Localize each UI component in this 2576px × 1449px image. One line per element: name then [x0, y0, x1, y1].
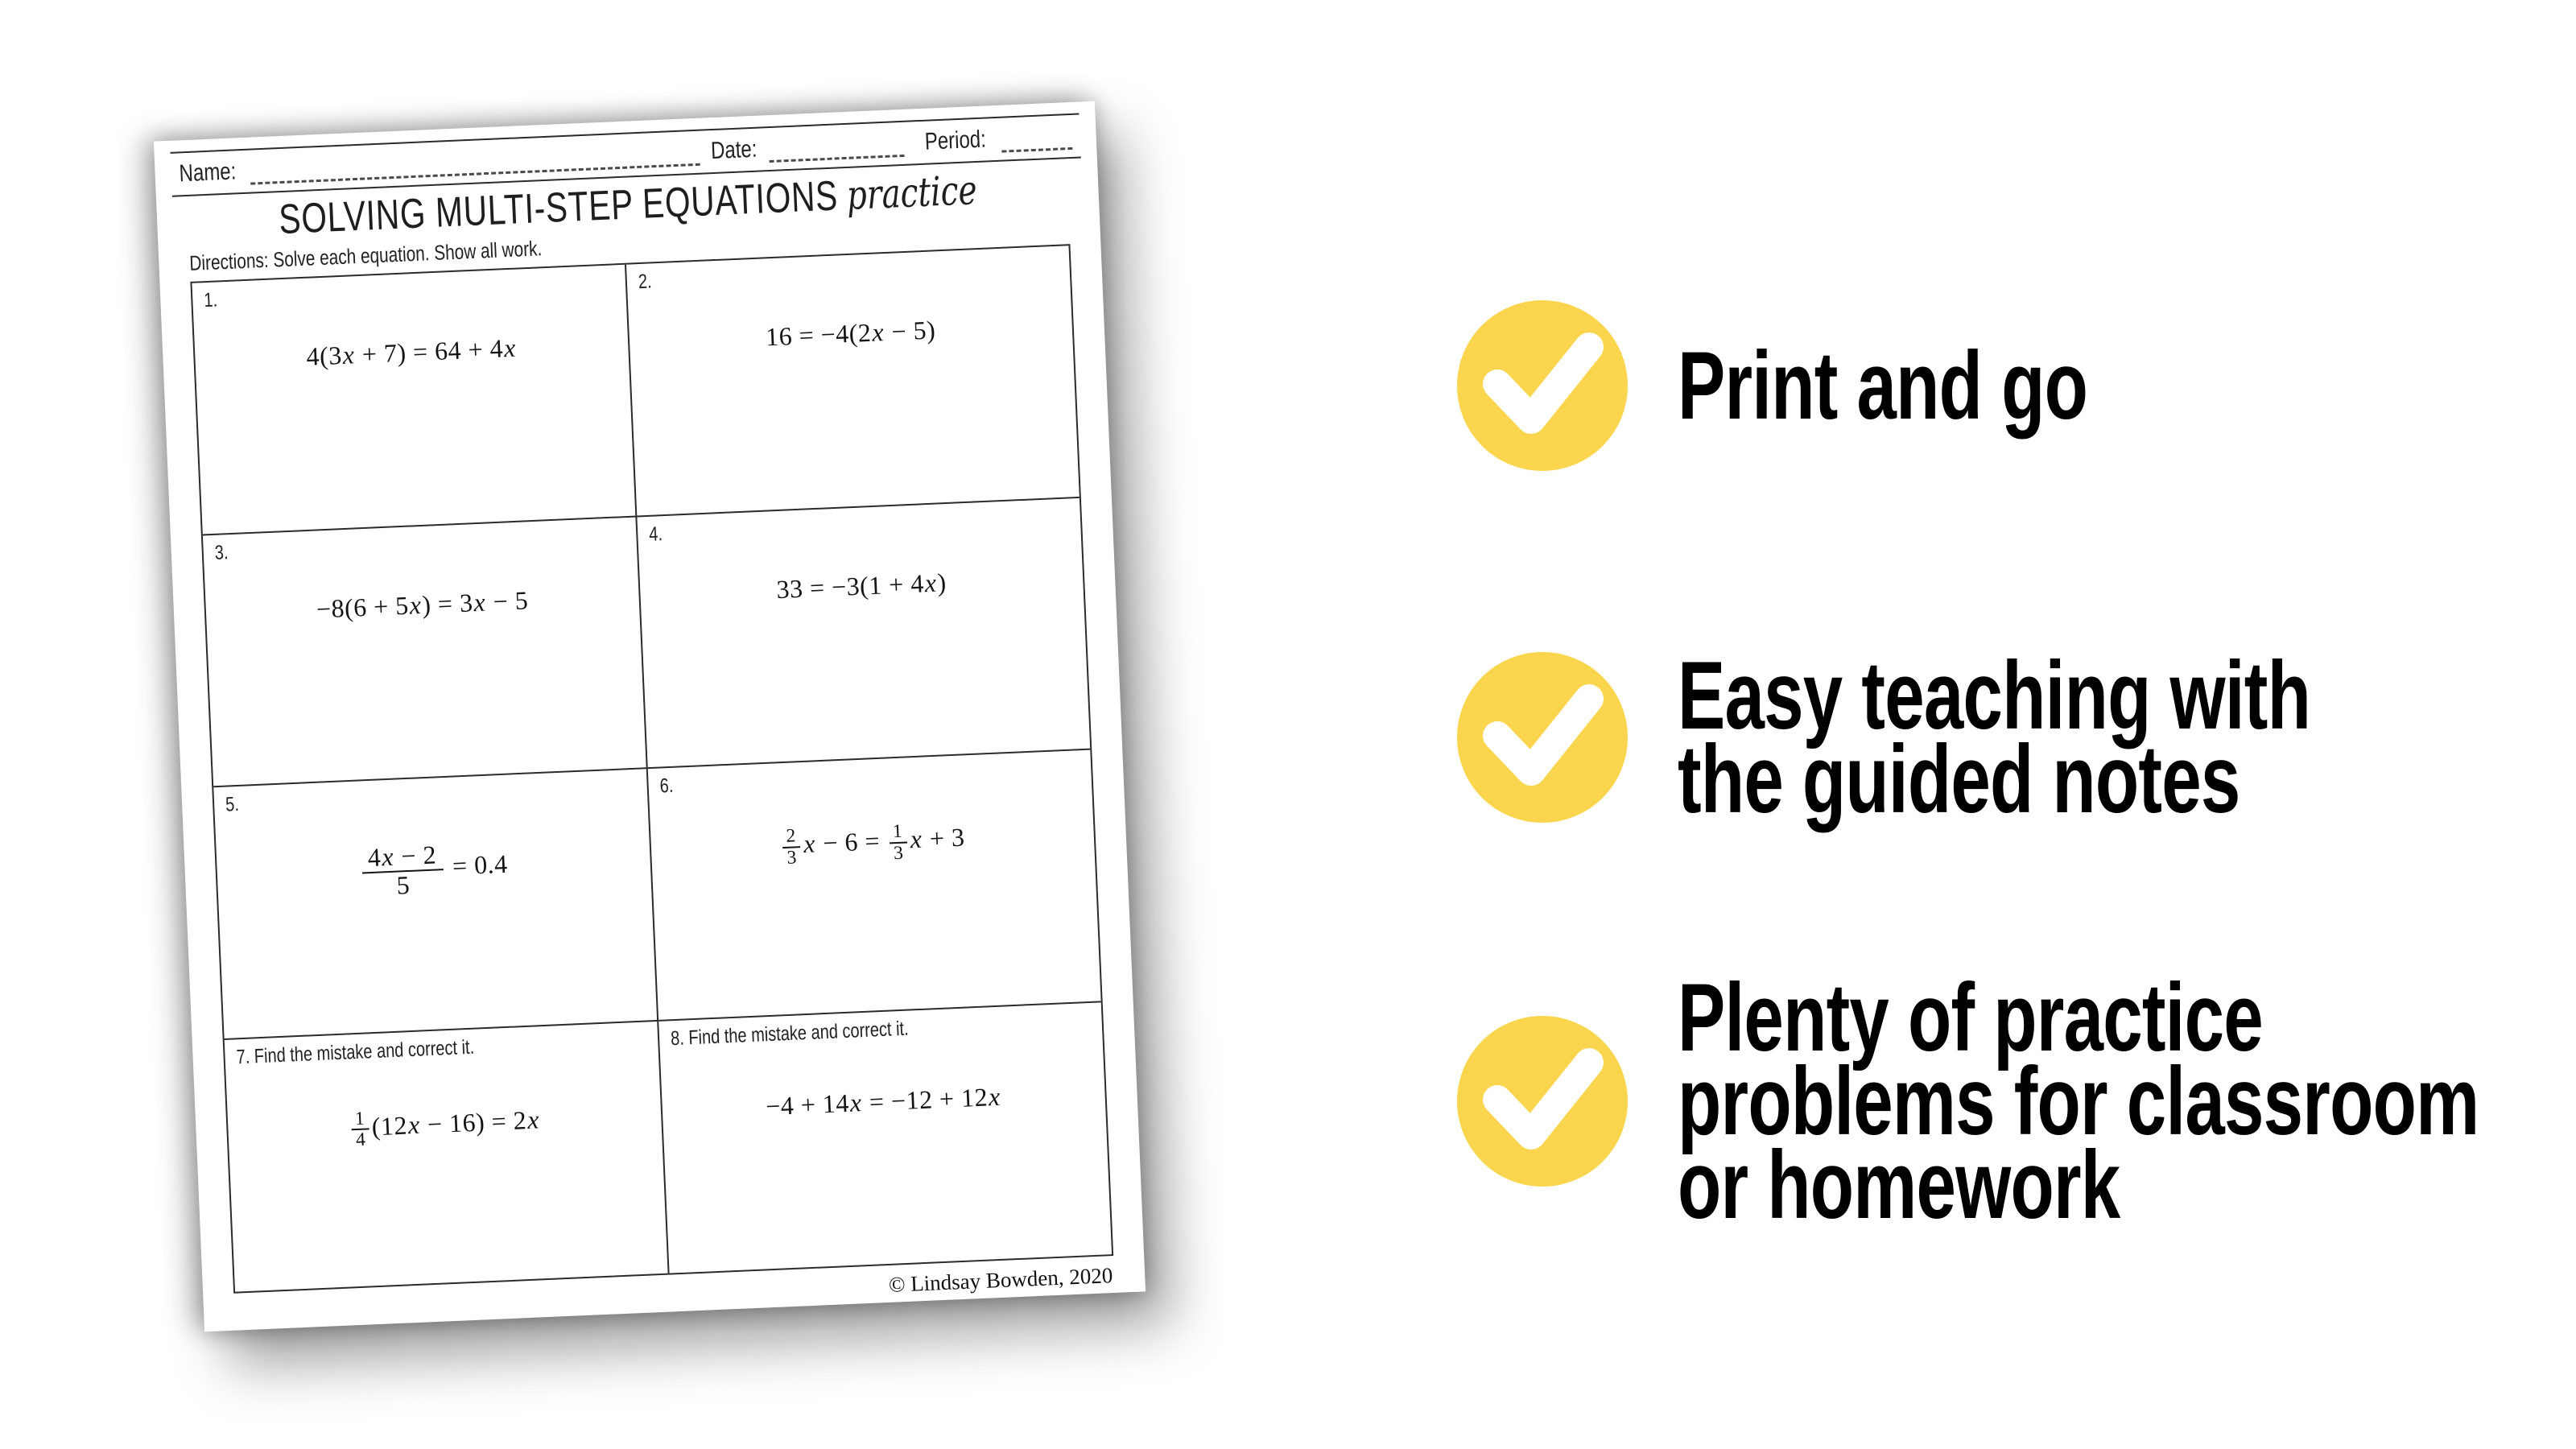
fraction-numerator: 1: [888, 821, 906, 844]
benefit-text: [1678, 964, 2479, 1239]
problem-equation: [640, 310, 1062, 357]
equation-text: 4(3x + 7) = 64 + 4x: [305, 332, 517, 371]
problem-cell-6: [647, 750, 1100, 1022]
fraction: [350, 1108, 370, 1151]
problem-equation: [650, 562, 1072, 609]
name-label: Name:: [178, 158, 237, 188]
problem-number: 1.: [203, 288, 218, 312]
fraction: [782, 826, 802, 869]
date-label: Date:: [710, 135, 758, 165]
title-script-text: practice: [845, 167, 978, 219]
benefit-row-2: [1457, 642, 2533, 833]
fraction-numerator: 1: [350, 1108, 369, 1131]
problem-equation: [217, 581, 628, 629]
benefit-text: [1678, 332, 2088, 440]
checkmark-icon: [1457, 652, 1628, 823]
equation-text: (12x − 16) = 2x: [370, 1104, 540, 1141]
problems-grid: [190, 244, 1113, 1294]
directions-text: Directions: Solve each equation. Show all work.: [188, 236, 543, 275]
problem-cell-2: [626, 246, 1080, 517]
problem-equation: [228, 833, 640, 906]
period-blank-line: [1001, 123, 1072, 153]
equation-text: = 0.4: [444, 848, 509, 881]
check-circle: [1457, 652, 1628, 823]
title-main-text: SOLVING MULTI-STEP EQUATIONS: [278, 172, 839, 244]
problem-cell-1: [192, 265, 636, 535]
benefit-line: Print and go: [1678, 332, 2088, 440]
problem-cell-4: [637, 497, 1090, 769]
check-circle: [1457, 1016, 1628, 1187]
problem-equation: [662, 814, 1084, 873]
problem-cell-3: [203, 517, 647, 787]
checkmark-icon: [1457, 1016, 1628, 1187]
problem-header: [204, 271, 614, 312]
problem-number: 6.: [658, 774, 674, 798]
problem-header: [638, 253, 1059, 294]
checkmark-icon: [1457, 300, 1628, 471]
benefit-line: problems for classroom: [1678, 1047, 2479, 1155]
fraction-numerator: 2: [782, 826, 800, 848]
benefit-text: [1678, 642, 2311, 833]
fraction-denominator: 3: [893, 842, 904, 865]
fraction: [361, 841, 444, 900]
problem-number: 4.: [648, 522, 663, 546]
equation-text: −4 + 14x = −12 + 12x: [765, 1081, 1001, 1121]
copyright-notice: © Lindsay Bowden, 2020: [888, 1263, 1113, 1297]
problem-number: 7. Find the mistake and correct it.: [236, 1035, 475, 1068]
benefit-line: the guided notes: [1678, 725, 2240, 833]
fraction-numerator: 4x − 2: [361, 841, 444, 873]
benefit-line: Easy teaching with: [1678, 642, 2311, 749]
problem-equation: [206, 328, 617, 376]
period-label: Period:: [924, 126, 987, 155]
check-circle: [1457, 300, 1628, 471]
equation-text: x − 6 =: [803, 825, 888, 859]
problem-number: 8. Find the mistake and correct it.: [670, 1017, 909, 1050]
problem-number: 2.: [637, 270, 652, 294]
equation-text: 33 = −3(1 + 4x): [775, 567, 947, 604]
worksheet-page: [154, 101, 1146, 1332]
equation-text: x + 3: [909, 822, 966, 854]
problem-number: 5.: [225, 792, 240, 816]
benefit-line: or homework: [1678, 1131, 2120, 1239]
benefit-row-3: [1457, 964, 2576, 1239]
date-blank-line: [768, 130, 904, 163]
fraction: [888, 821, 908, 864]
problem-cell-7: [225, 1021, 669, 1291]
problem-equation: [239, 1096, 650, 1155]
benefit-row-1: [1457, 300, 2231, 471]
fraction-denominator: 4: [355, 1129, 366, 1151]
name-blank-line: [250, 139, 700, 185]
equation-text: −8(6 + 5x) = 3x − 5: [316, 584, 529, 624]
problem-equation: [673, 1077, 1095, 1125]
benefit-line: Plenty of practice: [1678, 964, 2263, 1071]
fraction-denominator: 3: [786, 847, 798, 869]
problem-cell-5: [213, 769, 658, 1039]
fraction-denominator: 5: [395, 869, 411, 900]
problem-number: 3.: [214, 540, 229, 564]
problem-cell-8: [658, 1002, 1112, 1274]
equation-text: 16 = −4(2x − 5): [765, 315, 936, 352]
